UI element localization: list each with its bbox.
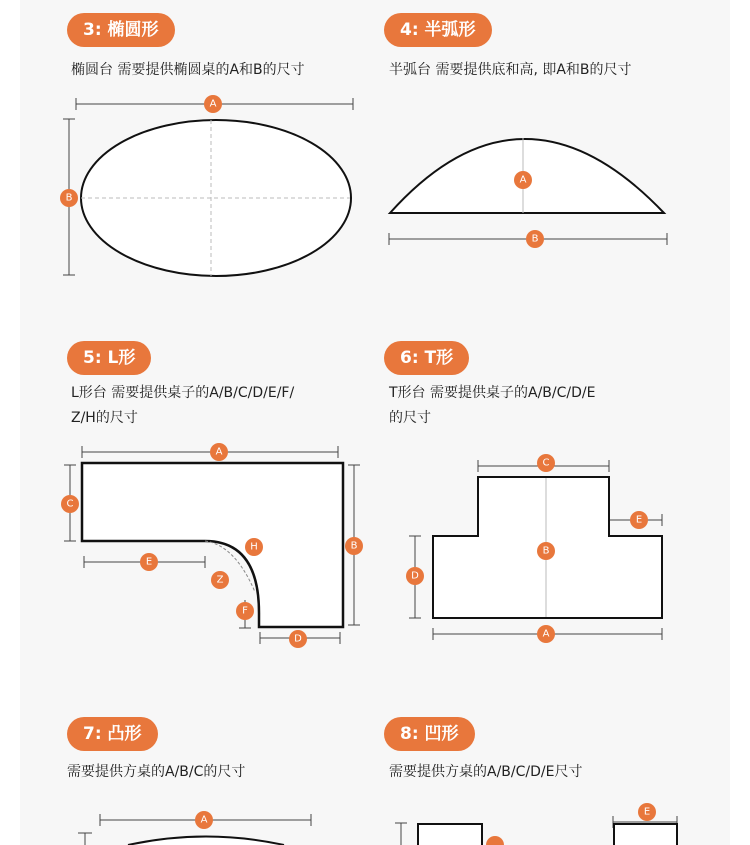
svg-text:H: H xyxy=(250,541,258,553)
semicircle-label-a xyxy=(514,171,532,189)
l-label-z xyxy=(211,571,229,589)
t-shape-diagram xyxy=(406,454,662,643)
semicircle-diagram xyxy=(389,138,667,248)
concave-right-block xyxy=(614,824,677,845)
l-shape-outline xyxy=(82,463,343,627)
convex-diagram xyxy=(78,811,311,845)
desc-t-shape-line1: T形台 需要提供桌子的A/B/C/D/E xyxy=(389,385,596,401)
l-label-h xyxy=(245,538,263,556)
svg-text:A: A xyxy=(200,814,208,826)
concave-label-e xyxy=(638,803,656,821)
badge-semicircle: 4: 半弧形 xyxy=(384,13,492,47)
l-label-c xyxy=(61,495,79,513)
svg-text:A: A xyxy=(209,98,217,110)
svg-text:A: A xyxy=(215,446,223,458)
svg-text:E: E xyxy=(145,556,153,568)
l-label-a xyxy=(210,443,228,461)
svg-text:C: C xyxy=(542,457,550,469)
concave-diagram xyxy=(395,803,677,845)
svg-text:C: C xyxy=(66,498,74,510)
svg-text:B: B xyxy=(350,540,358,552)
desc-t-shape-line2: 的尺寸 xyxy=(389,410,431,426)
badge-concave: 8: 凹形 xyxy=(384,717,475,751)
ellipse-diagram xyxy=(60,95,353,276)
svg-text:A: A xyxy=(542,628,550,640)
svg-text:F: F xyxy=(242,605,248,617)
desc-l-shape-line2: Z/H的尺寸 xyxy=(71,410,138,426)
svg-text:B: B xyxy=(542,545,550,557)
t-label-b xyxy=(537,542,555,560)
svg-text:Z: Z xyxy=(216,574,224,586)
svg-text:B: B xyxy=(531,233,539,245)
concave-left-block xyxy=(418,824,482,845)
svg-text:B: B xyxy=(65,192,73,204)
desc-ellipse: 椭圆台 需要提供椭圆桌的A和B的尺寸 xyxy=(71,62,305,78)
desc-convex: 需要提供方桌的A/B/C的尺寸 xyxy=(67,764,246,780)
t-label-c xyxy=(537,454,555,472)
badge-t-shape: 6: T形 xyxy=(384,341,469,375)
svg-text:D: D xyxy=(411,570,419,582)
l-shape-diagram xyxy=(61,443,363,648)
t-label-e xyxy=(630,511,648,529)
desc-semicircle: 半弧台 需要提供底和高, 即A和B的尺寸 xyxy=(389,62,632,78)
l-label-d xyxy=(289,630,307,648)
badge-convex: 7: 凸形 xyxy=(67,717,158,751)
l-label-f xyxy=(236,602,254,620)
concave-label-partial xyxy=(486,836,504,845)
svg-text:A: A xyxy=(519,174,527,186)
ellipse-label-b xyxy=(60,189,78,207)
semicircle-label-b xyxy=(526,230,544,248)
l-label-b xyxy=(345,537,363,555)
svg-text:E: E xyxy=(643,806,651,818)
l-label-e xyxy=(140,553,158,571)
ellipse-label-a xyxy=(204,95,222,113)
svg-text:E: E xyxy=(635,514,643,526)
desc-l-shape-line1: L形台 需要提供桌子的A/B/C/D/E/F/ xyxy=(71,385,295,401)
svg-text:D: D xyxy=(294,633,302,645)
badge-l-shape: 5: L形 xyxy=(67,341,151,375)
convex-label-a xyxy=(195,811,213,829)
desc-concave: 需要提供方桌的A/B/C/D/E尺寸 xyxy=(389,764,583,780)
badge-ellipse: 3: 椭圆形 xyxy=(67,13,175,47)
convex-shape xyxy=(128,837,284,845)
t-label-d xyxy=(406,567,424,585)
t-label-a xyxy=(537,625,555,643)
